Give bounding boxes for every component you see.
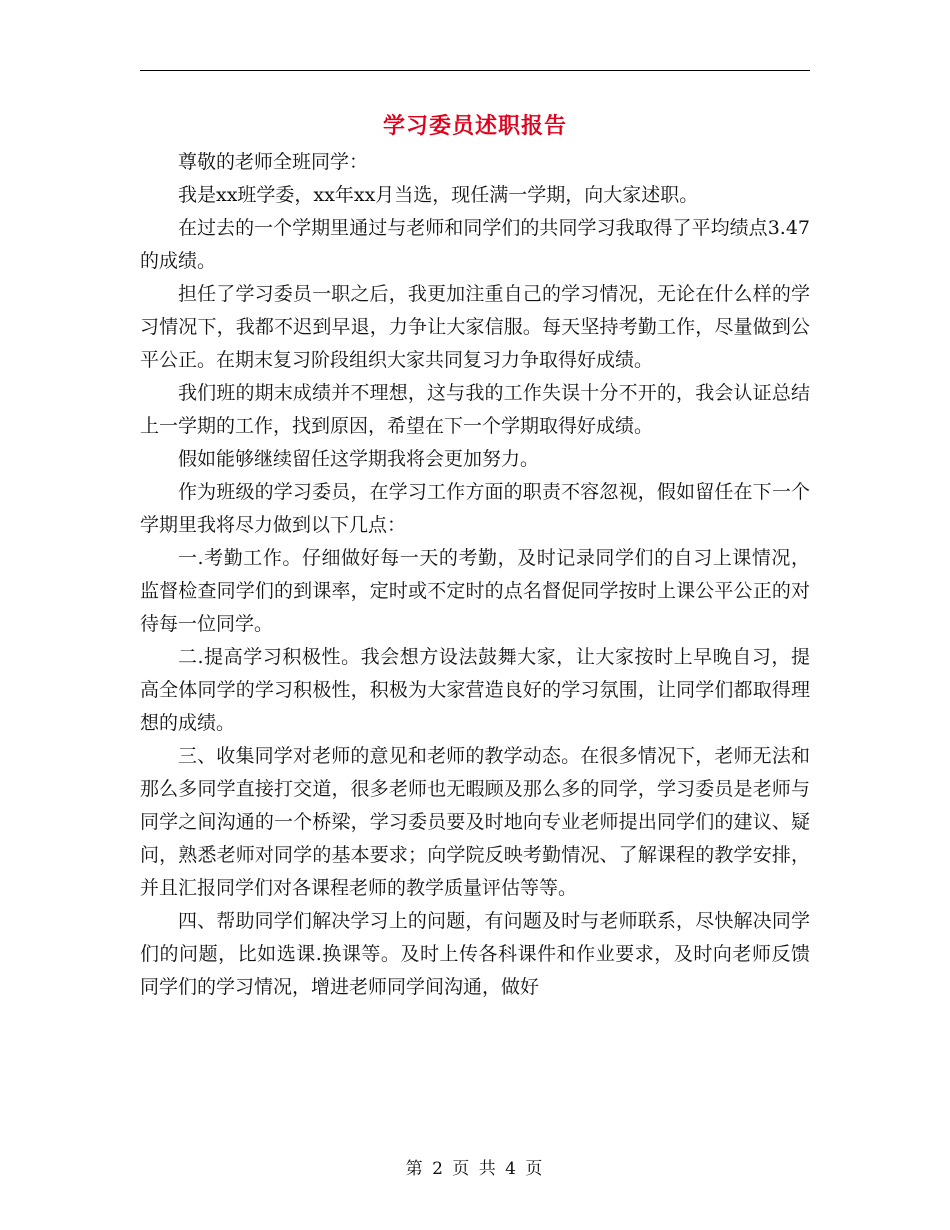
paragraph-gpa: 在过去的一个学期里通过与老师和同学们的共同学习我取得了平均绩点3.47的成绩。	[140, 217, 810, 272]
paragraph-reflection: 我们班的期末成绩并不理想，这与我的工作失误十分不开的，我会认证总结上一学期的工作，找到原因，希望在下一个学期取得好成绩。	[140, 382, 810, 437]
paragraph-introduction: 我是xx班学委，xx年xx月当选，现任满一学期，向大家述职。	[178, 184, 699, 206]
paragraph-plan-attendance: 一.考勤工作。仔细做好每一天的考勤，及时记录同学们的自习上课情况，监督检查同学们的到课率，定时或不定时的点名督促同学按时上课公平公正的对待每一位同学。	[140, 547, 810, 635]
document-body	[140, 146, 810, 1004]
paragraph-commitment: 假如能够继续留任这学期我将会更加努力。	[178, 448, 540, 470]
paragraph-salutation: 尊敬的老师全班同学：	[178, 151, 369, 173]
header-rule	[140, 70, 810, 71]
paragraph-duties: 担任了学习委员一职之后，我更加注重自己的学习情况，无论在什么样的学习情况下，我都不迟到早退，力争让大家信服。每天坚持考勤工作，尽量做到公平公正。在期末复习阶段组织大家共同复习力争取得好成绩。	[140, 283, 810, 371]
document-title: 学习委员述职报告	[382, 113, 567, 139]
paragraph-plan-intro: 作为班级的学习委员，在学习工作方面的职责不容忽视，假如留任在下一个学期里我将尽力做到以下几点：	[140, 481, 810, 536]
paragraph-plan-feedback: 三、收集同学对老师的意见和老师的教学动态。在很多情况下，老师无法和那么多同学直接打交道，很多老师也无暇顾及那么多的同学，学习委员是老师与同学之间沟通的一个桥梁，学习委员要及时地向专业老师提出同学们的建议、疑问，熟悉老师对同学的基本要求；向学院反映考勤情况、了解课程的教学安排，并且汇报同学们对各课程老师的教学质量评估等等。	[140, 745, 810, 899]
paragraph-plan-motivation: 二.提高学习积极性。我会想方设法鼓舞大家，让大家按时上早晚自习，提高全体同学的学习积极性，积极为大家营造良好的学习氛围，让同学们都取得理想的成绩。	[140, 646, 810, 734]
paragraph-plan-help: 四、帮助同学们解决学习上的问题，有问题及时与老师联系，尽快解决同学们的问题，比如选课.换课等。及时上传各科课件和作业要求，及时向老师反馈同学们的学习情况，增进老师同学间沟通，做好	[140, 910, 810, 998]
page-number: 第 2 页 共 4 页	[405, 1159, 545, 1179]
